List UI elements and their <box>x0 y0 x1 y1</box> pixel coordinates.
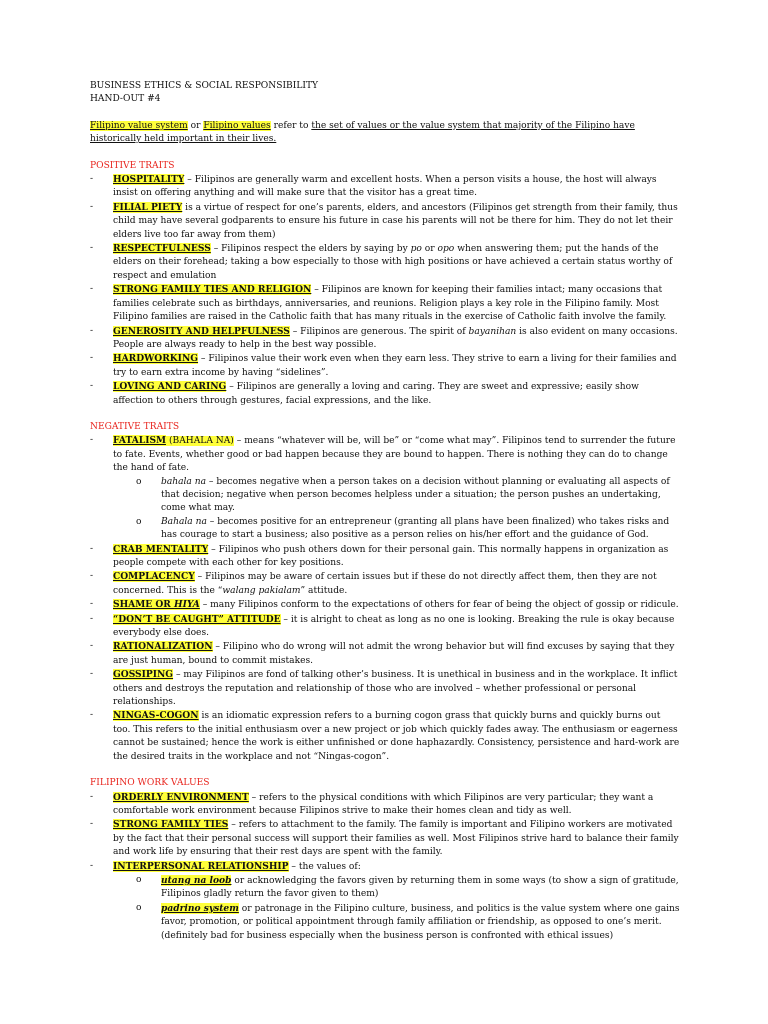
trait-respectfulness <box>90 242 680 283</box>
trait-hardworking <box>90 352 680 380</box>
dash-bullet: - <box>90 543 94 554</box>
dash-bullet: - <box>90 641 94 652</box>
subtrait-term: bahala na <box>161 476 207 487</box>
trait-text: – Filipinos who push others down for their personal gain. This normally happens in organization as people compete with each other for key positions. <box>113 544 669 568</box>
intro-paragraph <box>90 120 680 147</box>
trait-text-cont: when answering them; put the hands of the elders on their forehead; taking a bow especially to those with high positions or have achieved a certain status worthy of respect and emulation <box>113 244 673 281</box>
circle-bullet: o <box>136 902 142 913</box>
trait-complacency <box>90 570 680 598</box>
trait-filial-piety <box>90 201 680 242</box>
trait-text: – may Filipinos are fond of talking other’s business. It is unethical in business and in the workplace. It inflict others and destroys the reputation and relationship of those who are involved – whether professional or personal relationships. <box>113 670 678 708</box>
trait-term: SHAME OR <box>113 599 175 611</box>
value-term: ORDERLY ENVIRONMENT <box>113 791 249 803</box>
trait-gossiping <box>90 668 680 709</box>
term-po: po <box>410 244 422 255</box>
trait-rationalization <box>90 640 680 668</box>
trait-text-cont: ” attitude. <box>300 585 348 596</box>
term-bayanihan: bayanihan <box>468 326 517 337</box>
trait-text: – Filipinos may be aware of certain issues but if these do not directly affect them, then they are not concerned. This is the “ <box>113 572 657 596</box>
trait-text: – Filipinos are generally warm and excellent hosts. When a person visits a house, the host will always insist on offering anything and will make sure that the visitor has a great time. <box>113 175 657 199</box>
term-filipino-values: Filipino values <box>203 120 271 131</box>
circle-bullet: o <box>136 516 142 527</box>
value-text: – the values of: <box>288 861 361 872</box>
trait-term: CRAB MENTALITY <box>113 543 209 555</box>
trait-term: RESPECTFULNESS <box>113 243 211 255</box>
term-opo: opo <box>437 244 455 255</box>
subvalue-padrino-system <box>90 902 680 943</box>
value-interpersonal-relationship <box>90 860 680 874</box>
dash-bullet: - <box>90 791 94 802</box>
trait-term: HARDWORKING <box>113 353 199 365</box>
intro-definition: the set of values or the value system that majority of the Filipino have historically held important in their lives. <box>90 120 635 145</box>
trait-term: COMPLACENCY <box>113 571 195 583</box>
trait-term: GOSSIPING <box>113 669 174 681</box>
trait-term: NINGAS-COGON <box>113 710 199 722</box>
value-strong-family-ties <box>90 818 680 859</box>
trait-text: – Filipino who do wrong will not admit the wrong behavior but will find excuses by saying that they are just human, bound to commit mistakes. <box>113 642 675 666</box>
dash-bullet: - <box>90 284 94 295</box>
term-filipino-value-system: Filipino value system <box>90 120 188 131</box>
dash-bullet: - <box>90 571 94 582</box>
trait-generosity <box>90 325 680 353</box>
dash-bullet: - <box>90 325 94 336</box>
trait-dont-be-caught <box>90 613 680 641</box>
dash-bullet: - <box>90 381 94 392</box>
dash-bullet: - <box>90 201 94 212</box>
trait-text: – Filipinos are generous. The spirit of <box>289 326 469 337</box>
trait-text: – Filipinos are generally a loving and caring. They are sweet and expressive; easily show affection to others through gestures, facial expressions, and the like. <box>113 382 639 406</box>
work-values-heading: FILIPINO WORK VALUES <box>90 778 210 789</box>
trait-text-cont: is also evident on many occasions. People are always ready to help in the best way possible. <box>113 326 678 350</box>
term-walang-pakialam: walang pakialam <box>222 585 301 596</box>
subtrait-term: Bahala na <box>161 516 207 527</box>
subtrait-bahala-na-positive <box>90 516 680 543</box>
value-text: – refers to the physical conditions with which Filipinos are very particular; they want a comfortable work environment because Filipinos strive to make their homes clean and tidy as well. <box>113 792 654 816</box>
circle-bullet: o <box>136 476 142 487</box>
trait-term: GENEROSITY AND HELPFULNESS <box>113 325 290 337</box>
trait-text: – it is alright to cheat as long as no one is looking. Breaking the rule is okay because everybody else does. <box>113 614 675 639</box>
intro-connector-or: or <box>187 120 204 131</box>
dash-bullet: - <box>90 174 94 185</box>
trait-term: FATALISM <box>113 435 167 447</box>
dash-bullet: - <box>90 860 94 871</box>
dash-bullet: - <box>90 243 94 254</box>
subvalue-term: padrino system <box>161 902 239 914</box>
value-orderly-environment <box>90 791 680 819</box>
value-text: – refers to attachment to the family. The family is important and Filipino workers are motivated by the fact that their personal success will support their families as well. Most Filipinos strive hard to balance their family and work life by ensuring that their rest days are spent with the family. <box>113 820 679 858</box>
trait-text: is an idiomatic expression refers to a burning cogon grass that quickly burns and quickly burns out too. This refers to the initial enthusiasm over a new project or job which quickly fades away. The enthusiasm or eagerness cannot be sustained; hence the work is either unfinished or done haphazardly. Consistency, persistence and hard-work are the desired traits in the workplace and not “Ningas-cogon”. <box>113 711 680 762</box>
value-term: INTERPERSONAL RELATIONSHIP <box>113 860 289 872</box>
trait-term: “DON’T BE CAUGHT” ATTITUDE <box>113 613 281 625</box>
handout-number: HAND-OUT #4 <box>90 94 161 105</box>
dash-bullet: - <box>90 669 94 680</box>
trait-term: LOVING AND CARING <box>113 381 227 393</box>
subtrait-text: – becomes positive for an entrepreneur (granting all plans have been finalized) who takes risks and has courage to start a business; also positive as a person relies on his/her effort and the guidance of God. <box>161 516 670 541</box>
trait-term-suffix: (BAHALA NA) <box>166 436 234 447</box>
course-title: BUSINESS ETHICS & SOCIAL RESPONSIBILITY <box>90 81 319 91</box>
subvalue-text: or acknowledging the favors given by returning them in some ways (to show a sign of gratitude, Filipinos gladly return the favor given to them) <box>161 875 679 900</box>
trait-shame-or-hiya <box>90 598 680 612</box>
intro-connector-refer: refer to <box>270 120 312 131</box>
trait-ningas-cogon <box>90 709 680 764</box>
trait-term: STRONG FAMILY TIES AND RELIGION <box>113 284 312 296</box>
trait-hospitality <box>90 173 680 201</box>
subtrait-bahala-na-negative <box>90 476 680 516</box>
handout-content <box>90 80 680 943</box>
dash-bullet: - <box>90 819 94 830</box>
positive-traits-heading: POSITIVE TRAITS <box>90 160 175 171</box>
dash-bullet: - <box>90 599 94 610</box>
dash-bullet: - <box>90 353 94 364</box>
dash-bullet: - <box>90 710 94 721</box>
trait-text: – means “whatever will be, will be” or “come what may”. Filipinos tend to surrender the future to fate. Events, whether good or bad happen because they are bound to happen. There is nothing they can do to change the hand of fate. <box>113 436 676 474</box>
trait-loving-and-caring <box>90 380 680 408</box>
subvalue-text: or patronage in the Filipino culture, business, and politics is the value system where one gains favor, promotion, or political appointment through family affiliation or friendship, as opposed to one’s merit. (definitely bad for business especially when the business person is confronted with ethical issues) <box>161 903 680 941</box>
trait-text: – Filipinos respect the elders by saying by <box>210 244 411 255</box>
trait-term: RATIONALIZATION <box>113 641 213 653</box>
trait-term: FILIAL PIETY <box>113 201 183 213</box>
trait-text: – Filipinos value their work even when they earn less. They strive to earn a living for their families and try to earn extra income by having “sidelines”. <box>113 354 677 378</box>
trait-text-or: or <box>421 244 438 255</box>
value-term: STRONG FAMILY TIES <box>113 819 229 831</box>
dash-bullet: - <box>90 613 94 624</box>
trait-crab-mentality <box>90 543 680 571</box>
trait-text: is a virtue of respect for one’s parents, elders, and ancestors (Filipinos get strength from their family, thus child may have several godparents to ensure his future in case his parents will not be there for him. They do not let their elders live too far away from them) <box>113 202 678 240</box>
trait-text: – many Filipinos conform to the expectations of others for fear of being the object of gossip or ridicule. <box>199 600 679 611</box>
dash-bullet: - <box>90 435 94 446</box>
subvalue-term: utang na loob <box>161 874 232 886</box>
trait-strong-family-ties-and-religion <box>90 283 680 324</box>
subtrait-text: – becomes negative when a person takes on a decision without planning or evaluating all aspects of that decision; negative when person becomes helpless under a situation; the person pushes an undertaking, come what may. <box>161 476 670 514</box>
trait-term-hiya: HIYA <box>174 599 200 611</box>
negative-traits-heading: NEGATIVE TRAITS <box>90 421 180 432</box>
subvalue-utang-na-loob <box>90 874 680 902</box>
trait-text: – Filipinos are known for keeping their families intact; many occasions that families celebrate such as birthdays, anniversaries, and reunions. Religion plays a key role in the Filipino family. Most Filipino families are raised in the Catholic faith that has many rituals in the exercise of Catholic faith involve the family. <box>113 285 667 323</box>
trait-term: HOSPITALITY <box>113 174 185 186</box>
circle-bullet: o <box>136 874 142 885</box>
trait-fatalism <box>90 434 680 475</box>
